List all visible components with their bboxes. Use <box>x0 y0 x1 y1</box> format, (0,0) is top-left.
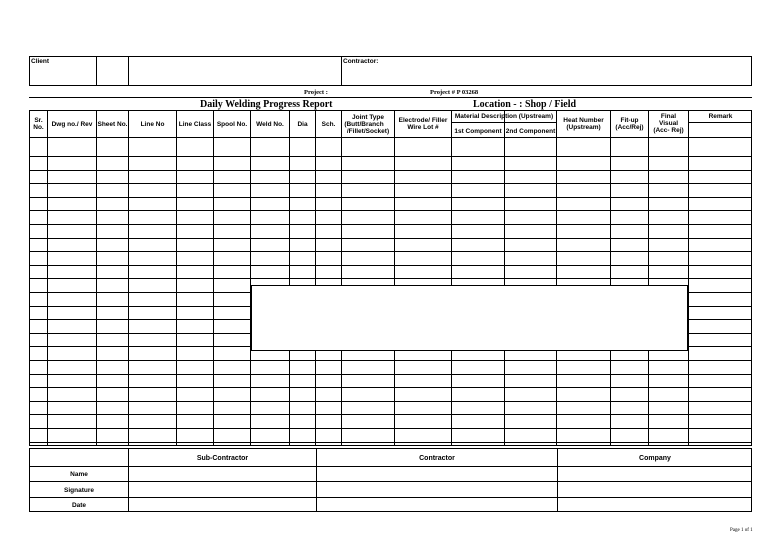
divider <box>29 97 752 98</box>
report-title: Daily Welding Progress Report <box>200 99 333 110</box>
col-visual-2: Visual <box>658 120 679 127</box>
divider <box>341 56 342 86</box>
signoff-contractor: Contractor <box>419 455 455 462</box>
col-electrode-1: Electrode/ Filler <box>398 117 448 124</box>
divider <box>96 56 97 86</box>
col-joint-1: Joint Type <box>351 114 385 121</box>
col-comp-1: 1st Component <box>454 128 502 135</box>
col-sr-no-2: No. <box>33 124 44 131</box>
divider <box>29 466 752 467</box>
location-label: Location - : Shop / Field <box>473 99 577 110</box>
col-joint-2: (Butt/Branch <box>344 121 384 128</box>
signoff-company: Company <box>639 455 671 462</box>
col-sr-no-1: Sr. <box>34 117 43 124</box>
col-material: Material Description (Upstream) <box>454 113 554 120</box>
table-row-line <box>29 442 752 443</box>
client-label: Client <box>31 58 50 65</box>
col-heat-1: Heat Number <box>563 117 604 124</box>
signoff-name-label: Name <box>70 471 88 478</box>
table-row-line <box>29 414 752 415</box>
signoff-sub-contractor: Sub-Contractor <box>196 455 249 462</box>
table-row-line <box>29 374 752 375</box>
table-row-line <box>29 251 752 252</box>
col-heat-2: (Upstream) <box>566 124 601 131</box>
col-fitup-1: Fit-up <box>620 117 639 124</box>
col-line-class: Line Class <box>178 121 212 128</box>
table-row-line <box>29 360 752 361</box>
col-sheet: Sheet No. <box>97 121 128 128</box>
table-row-line <box>29 224 752 225</box>
table-row-line <box>29 170 752 171</box>
col-visual-1: Final <box>660 113 677 120</box>
header-block <box>29 56 752 86</box>
project-number: Project # P 03268 <box>430 89 479 96</box>
table-row-line <box>29 156 752 157</box>
col-dia: Dia <box>297 121 308 128</box>
divider <box>128 56 129 86</box>
col-spool: Spool No. <box>216 121 248 128</box>
col-visual-3: (Acc- Rej) <box>653 127 684 134</box>
table-header-line <box>29 137 752 138</box>
table-subheader-line <box>688 122 752 123</box>
table-row-line <box>29 197 752 198</box>
col-sch: Sch. <box>321 121 336 128</box>
divider <box>29 481 752 482</box>
col-fitup-2: (Acc/Rej) <box>615 124 644 131</box>
blank-area <box>251 285 688 351</box>
col-joint-3: /Fillet/Socket) <box>346 128 390 135</box>
table-row-line <box>29 401 752 402</box>
page-number: Page 1 of 1 <box>730 528 753 533</box>
contractor-label: Contractor: <box>343 58 379 65</box>
table-row-line <box>29 183 752 184</box>
table-row-line <box>29 238 752 239</box>
col-dwg: Dwg no./ Rev <box>51 121 93 128</box>
table-row-line <box>29 428 752 429</box>
table-row-line <box>29 387 752 388</box>
signoff-signature-label: Signature <box>64 487 94 494</box>
col-comp-2: 2nd Component <box>505 128 556 135</box>
col-line-no: Line No <box>140 121 165 128</box>
col-remark: Remark <box>708 113 733 120</box>
table-row-line <box>29 210 752 211</box>
divider <box>29 497 752 498</box>
project-label: Project : <box>304 89 328 96</box>
col-electrode-2: Wire Lot # <box>407 124 439 131</box>
table-row-line <box>29 278 752 279</box>
table-row-line <box>29 265 752 266</box>
col-weld: Weld No. <box>256 121 284 128</box>
signoff-date-label: Date <box>71 502 87 509</box>
